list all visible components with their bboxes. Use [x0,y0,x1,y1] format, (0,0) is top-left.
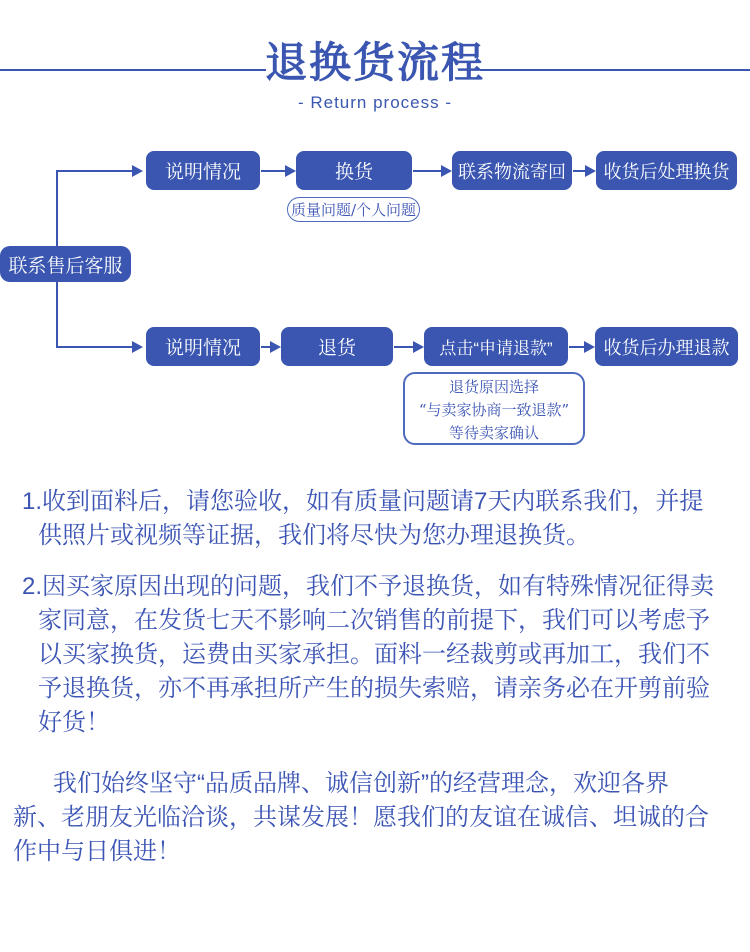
arrowhead-icon [132,341,143,353]
connector-line [394,346,414,348]
paragraph-line: 家同意，在发货七天不影响二次销售的前提下，我们可以考虑予 [38,607,710,634]
arrowhead-icon [132,165,143,177]
arrowhead-icon [584,341,595,353]
paragraph-line: 2.因买家原因出现的问题，我们不予退换货，如有特殊情况征得卖 [22,573,715,600]
exchange-reason-bubble: 质量问题/个人问题 [287,197,420,222]
paragraph-line: 好货！ [38,709,110,736]
flow-node-return-goods: 退货 [281,327,393,366]
refund-reason-note [403,372,585,445]
flow-node-contact-service: 联系售后客服 [0,246,131,282]
connector-line [413,170,442,172]
note-line: “与卖家协商一致退款” [418,401,570,419]
connector-line-top [56,170,133,172]
flow-node-logistics-return: 联系物流寄回 [452,151,572,190]
note-line: 等待卖家确认 [448,424,539,442]
note-line: 退货原因选择 [448,378,539,396]
paragraph-line: 予退换货，亦不再承担所产生的损失索赔，请亲务必在开剪前验 [38,675,710,702]
flow-node-explain-exchange: 说明情况 [146,151,260,190]
flow-node-explain-refund: 说明情况 [146,327,260,366]
arrowhead-icon [413,341,424,353]
arrowhead-icon [285,165,296,177]
flow-node-exchange: 换货 [296,151,412,190]
flow-node-apply-refund: 点击“申请退款” [424,327,568,366]
page-title: 退换货流程 [264,39,485,86]
policy-paragraph-1 [22,485,703,553]
policy-paragraph-2 [22,570,714,740]
paragraph-line: 作中与日俱进！ [13,838,181,865]
paragraph-line: 新、老朋友光临洽谈，共谋发展！愿我们的友谊在诚信、坦诚的合 [13,804,709,831]
flow-node-process-refund: 收货后办理退款 [595,327,738,366]
paragraph-line: 1.收到面料后，请您验收，如有质量问题请7天内联系我们，并提 [22,488,704,515]
paragraph-line: 供照片或视频等证据，我们将尽快为您办理退换货。 [38,522,590,549]
connector-line [261,170,286,172]
page-subtitle: - Return process - [297,93,453,112]
company-motto-paragraph [13,767,709,869]
arrowhead-icon [270,341,281,353]
arrowhead-icon [585,165,596,177]
connector-line-bottom [56,346,133,348]
arrowhead-icon [441,165,452,177]
connector-line [569,346,585,348]
flow-node-process-exchange: 收货后处理换货 [596,151,737,190]
paragraph-line: 我们始终坚守“品质品牌、诚信创新”的经营理念，欢迎各界 [53,770,669,797]
paragraph-line: 以买家换货，运费由买家承担。面料一经裁剪或再加工，我们不 [38,641,710,668]
